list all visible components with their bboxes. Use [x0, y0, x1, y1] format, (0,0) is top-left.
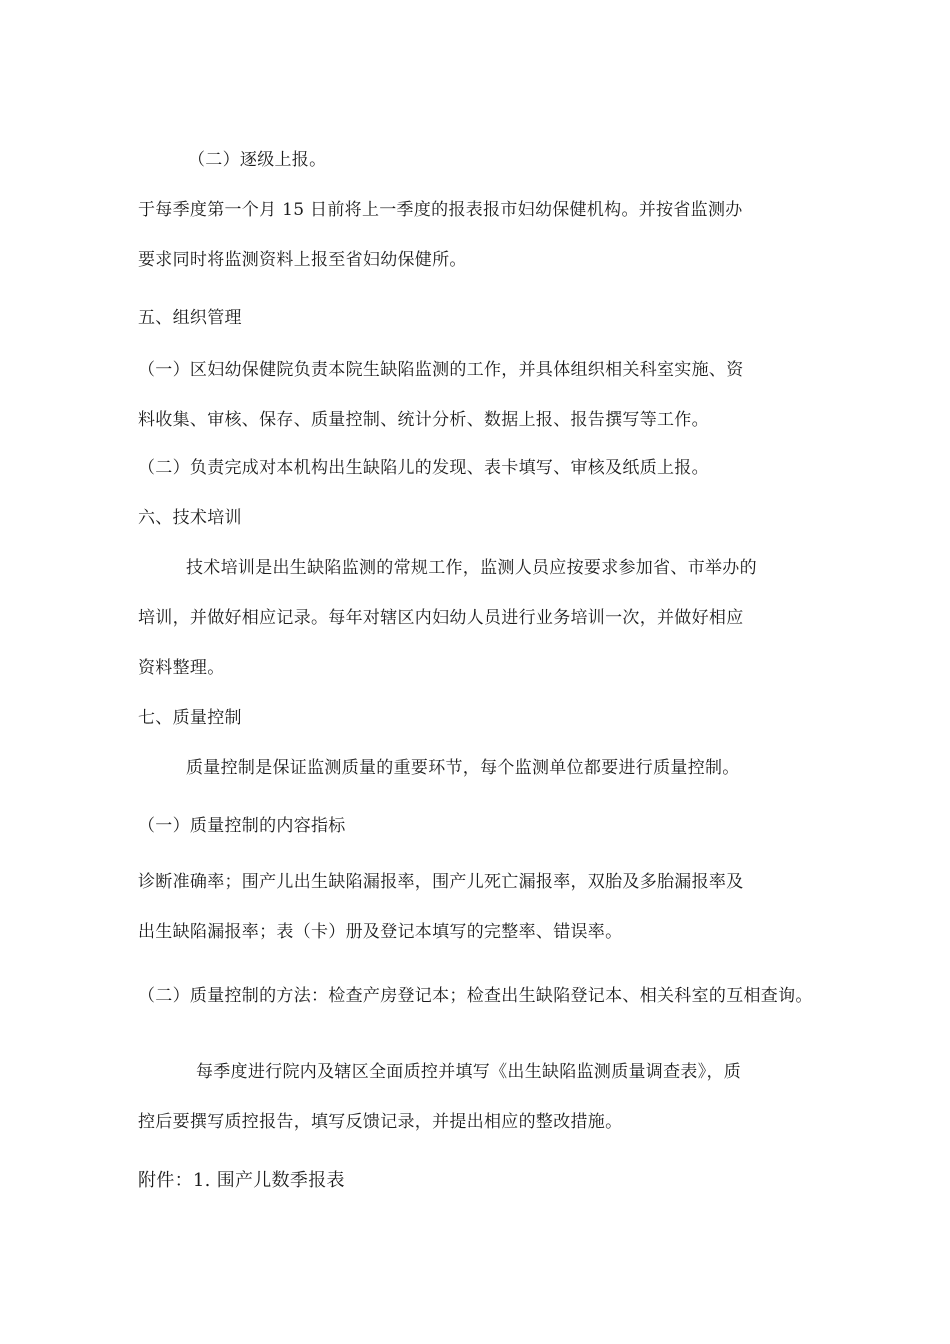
attachment-line: 附件：1. 围产儿数季报表	[138, 1170, 345, 1191]
section-heading-organization: 五、组织管理	[138, 308, 242, 328]
paragraph-line: 资料整理。	[138, 658, 225, 678]
paragraph-line: 每季度进行院内及辖区全面质控并填写《出生缺陷监测质量调查表》，质	[196, 1062, 742, 1082]
section-heading-quality: 七、质量控制	[138, 708, 242, 728]
paragraph-line: 于每季度第一个月 15 日前将上一季度的报表报市妇幼保健机构。并按省监测办	[138, 200, 743, 220]
section-heading-training: 六、技术培训	[138, 508, 242, 528]
subsection-heading-report: （二）逐级上报。	[188, 150, 327, 170]
paragraph-methods: （二）质量控制的方法：检查产房登记本；检查出生缺陷登记本、相关科室的互相查询。	[138, 986, 813, 1006]
paragraph-line: （一）区妇幼保健院负责本院生缺陷监测的工作，并具体组织相关科室实施、资	[138, 360, 744, 380]
paragraph-line: 料收集、审核、保存、质量控制、统计分析、数据上报、报告撰写等工作。	[138, 410, 709, 430]
subsection-heading-indicators: （一）质量控制的内容指标	[138, 816, 346, 836]
paragraph-line: 诊断准确率；围产儿出生缺陷漏报率，围产儿死亡漏报率，双胎及多胎漏报率及	[138, 872, 744, 892]
paragraph-line: 质量控制是保证监测质量的重要环节，每个监测单位都要进行质量控制。	[186, 758, 740, 778]
paragraph-line: 要求同时将监测资料上报至省妇幼保健所。	[138, 250, 467, 270]
paragraph-line: 技术培训是出生缺陷监测的常规工作，监测人员应按要求参加省、市举办的	[186, 558, 757, 578]
paragraph-line: 控后要撰写质控报告，填写反馈记录，并提出相应的整改措施。	[138, 1112, 623, 1132]
paragraph-line: 出生缺陷漏报率；表（卡）册及登记本填写的完整率、错误率。	[138, 922, 623, 942]
paragraph-line: 培训，并做好相应记录。每年对辖区内妇幼人员进行业务培训一次，并做好相应	[138, 608, 744, 628]
paragraph-line: （二）负责完成对本机构出生缺陷儿的发现、表卡填写、审核及纸质上报。	[138, 458, 709, 478]
